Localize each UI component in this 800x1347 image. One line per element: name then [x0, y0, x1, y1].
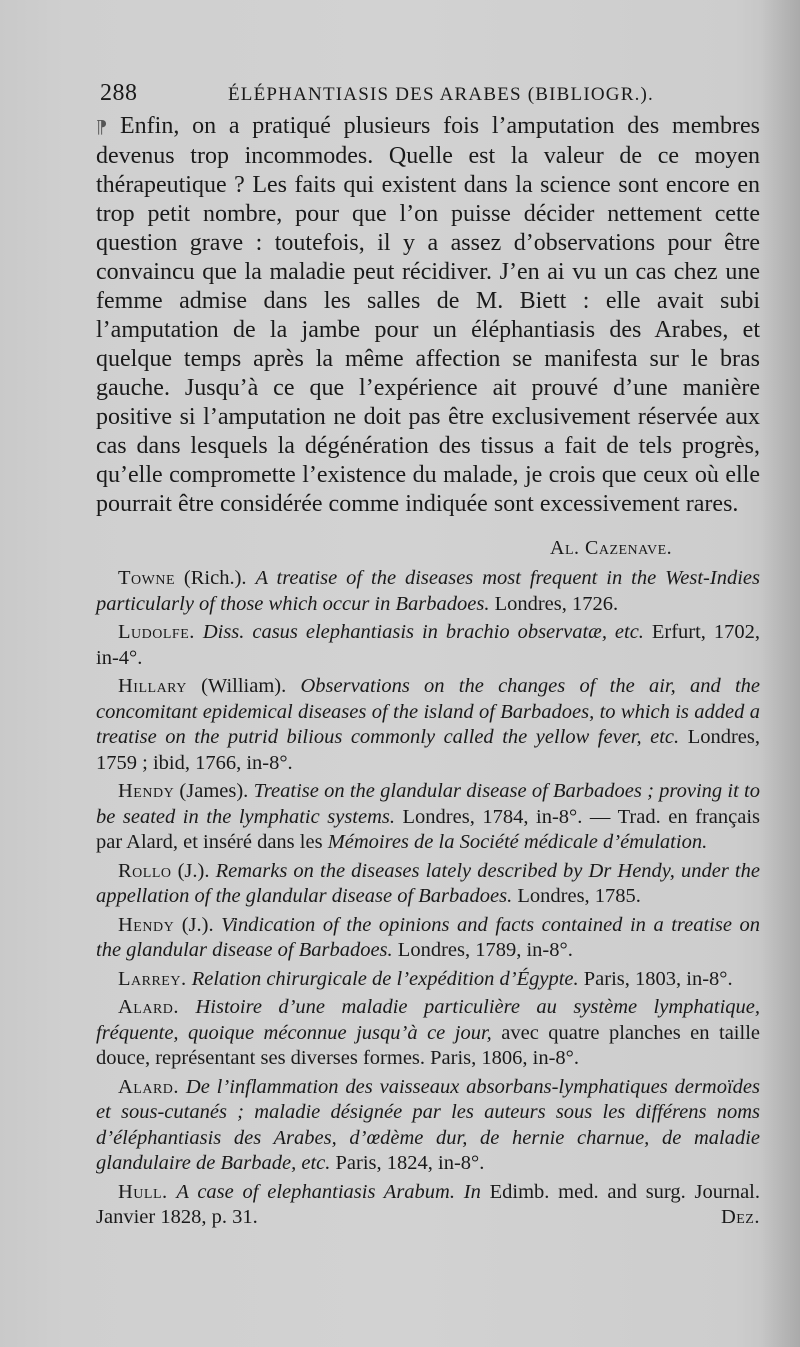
entry-title-secondary: Mémoires de la Société médicale d’émulation.: [327, 831, 708, 853]
entry-author: Hendy: [118, 780, 175, 802]
entry-imprint: Edimb. med. and surg. Journal. Janvier 1828, p. 31.: [96, 1180, 760, 1228]
bibliography-entry: Hendy (James). Treatise on the glandular disease of Barbadoes ; proving it to be seated in the lymphatic systems. Londres, 1784, in-8°. — Trad. en français par Alard, et inséré dans les Mémoires de la Société médicale d’émulation.: [96, 780, 760, 853]
entry-author: Alard.: [118, 1075, 180, 1098]
entry-author: Towne: [118, 567, 176, 589]
catchword: Dez.: [720, 1206, 760, 1228]
entry-title: Remarks on the diseases lately described by Dr Hendy, under the appellation of the glandular disease of Barbadoes.: [96, 859, 760, 907]
bibliography-list: [96, 566, 760, 1231]
entry-title: Observations on the changes of the air, and the concomitant epidemical diseases of the island of Barbadoes, to which is added a treatise on the putrid bilious commonly called the yellow fever, etc.: [96, 675, 761, 748]
bibliography-entry: [96, 620, 760, 671]
bibliography-entry: Rollo (J.). Remarks on the diseases lately described by Dr Hendy, under the appellation of the glandular disease of Barbadoes. Londres, 1785.: [96, 859, 760, 907]
entry-imprint: Londres, 1789, in-8°.: [392, 939, 573, 961]
entry-author: Ludolfe.: [118, 621, 195, 643]
entry-imprint: Londres, 1726.: [489, 592, 619, 615]
entry-title: A case of elephantiasis Arabum. In: [176, 1180, 481, 1203]
page-spine-shadow: [760, 0, 800, 1347]
entry-imprint: Paris, 1803, in-8°.: [578, 967, 733, 990]
main-paragraph-text: Enfin, on a pratiqué plusieurs fois l’amputation des membres devenus trop incommodes. Quelle est la valeur de ce moyen thérapeutique ? Les faits qui existent dans la science sont encore en trop petit nombre, pour que l’on puisse décider nettement cette question grave : toutefois, il y a assez d’observations pour être convaincu que la maladie peut récidiver. J’en ai vu un cas chez une femme admise dans les salles de M. Biett : elle avait subi l’amputation de la jambe pour un éléphantiasis des Arabes, et quelque temps après la même affection se manifesta sur le bras gauche. Jusqu’à ce que l’expérience ait prouvé d’une manière positive si l’amputation ne doit pas être exclusivement réservée aux cas dans lesquels la dégénération des tissus a fait de tels progrès, qu’elle compromette l’existence du malade, je crois que ceux où elle pourrait être considérée comme indiquée sont excessivement rares.: [96, 113, 760, 517]
author-signature: Al. Cazenave.: [550, 537, 673, 559]
entry-author: Larrey.: [118, 967, 187, 990]
entry-imprint: Londres, 1759 ; ibid, 1766, in-8°.: [96, 726, 760, 774]
entry-author: Hull.: [118, 1180, 168, 1203]
paragraph-mark-icon: ⁋: [96, 117, 108, 137]
bibliography-entry: [96, 995, 760, 1072]
entry-title: Relation chirurgicale de l’expédition d’Égypte.: [191, 967, 579, 990]
entry-title: Vindication of the opinions and facts contained in a treatise on the glandular disease of Barbadoes.: [96, 913, 760, 961]
entry-title: Diss. casus elephantiasis in brachio observatæ, etc.: [202, 621, 644, 643]
entry-author: Hendy: [118, 913, 175, 936]
entry-imprint: Erfurt, 1702, in-4°.: [96, 621, 760, 669]
bibliography-entry: [96, 1180, 760, 1231]
entry-title: Histoire d’une maladie particulière au système lymphatique, fréquente, quoique méconnue jusqu’à ce jour,: [96, 996, 760, 1044]
bibliography-entry: [96, 1075, 760, 1177]
running-title: ÉLÉPHANTIASIS DES ARABES (BIBLIOGR.).: [228, 84, 654, 105]
bibliography-entry: [96, 967, 760, 993]
page-number: 288: [100, 80, 138, 106]
entry-imprint: Londres, 1784, in-8°. — Trad. en français par Alard, et inséré dans les: [96, 805, 760, 853]
entry-author: Hillary: [118, 675, 187, 697]
main-paragraph: [96, 112, 760, 519]
bibliography-entry: Towne (Rich.). A treatise of the diseases most frequent in the West-Indies particularly of those which occur in Barbadoes. Londres, 1726.: [96, 567, 760, 615]
bibliography-entry: Hendy (J.). Vindication of the opinions and facts contained in a treatise on the glandular disease of Barbadoes. Londres, 1789, in-8°.: [96, 913, 760, 961]
entry-imprint: Londres, 1785.: [512, 885, 641, 907]
entry-author: Alard.: [118, 996, 180, 1018]
entry-imprint: Paris, 1824, in-8°.: [330, 1152, 485, 1174]
entry-author: Rollo: [118, 859, 172, 882]
entry-title: A treatise of the diseases most frequent in the West-Indies particularly of those which occur in Barbadoes.: [96, 567, 760, 615]
entry-title: Treatise on the glandular disease of Barbadoes ; proving it to be seated in the lymphatic systems.: [96, 780, 760, 828]
entry-title: De l’inflammation des vaisseaux absorbans-lymphatiques dermoïdes et sous-cutanés ; maladie désignée par les auteurs sous les différens noms d’éléphantiasis des Arabes, d’œdème dur, de hernie charnue, de maladie glandulaire de Barbade, etc.: [96, 1075, 760, 1174]
entry-imprint: avec quatre planches en taille douce, représentant ses diverses formes. Paris, 1806, in-8°.: [96, 1021, 760, 1069]
bibliography-entry: Hillary (William). Observations on the changes of the air, and the concomitant epidemical diseases of the island of Barbadoes, to which is added a treatise on the putrid bilious commonly called the yellow fever, etc. Londres, 1759 ; ibid, 1766, in-8°.: [96, 675, 761, 774]
